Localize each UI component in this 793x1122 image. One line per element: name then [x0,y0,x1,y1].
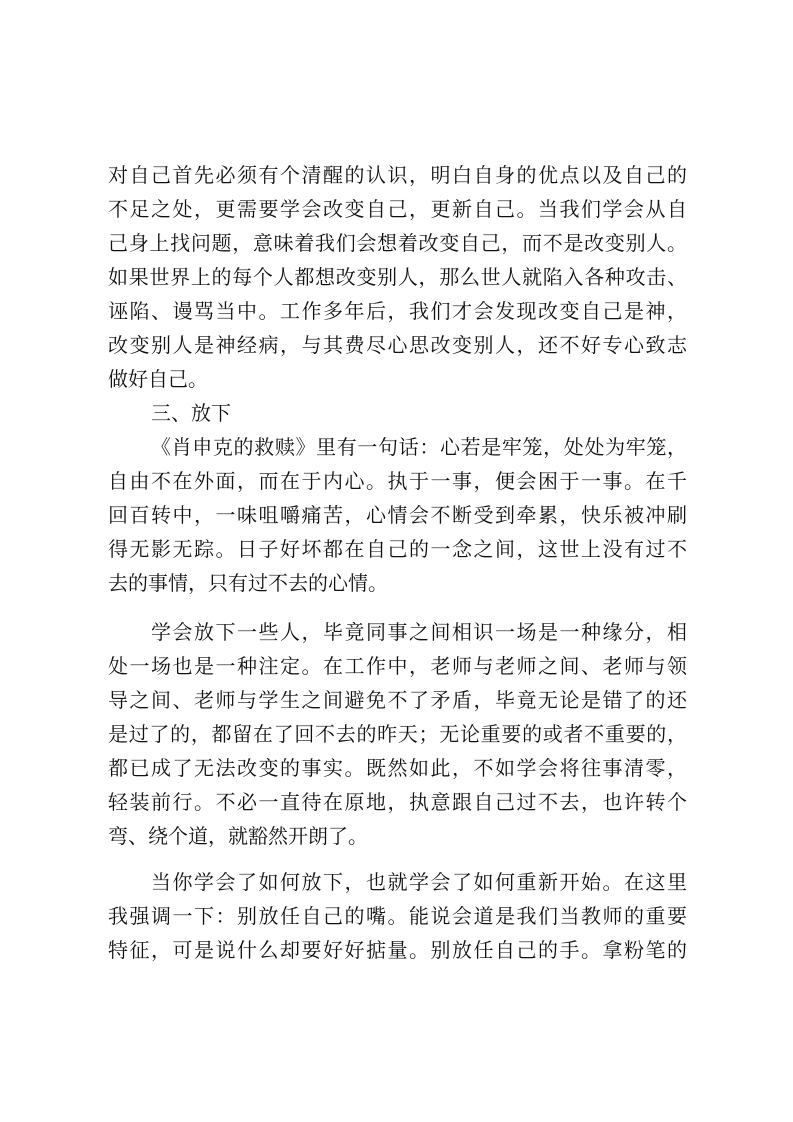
text-line: 不足之处，更需要学会改变自己，更新自己。当我们学会从自 [108,197,687,221]
paragraph-3 [108,615,687,853]
text-line: 都已成了无法改变的事实。既然如此，不如学会将往事清零， [108,756,687,780]
text-line: 导之间、老师与学生之间避免不了矛盾，毕竟无论是错了的还 [108,688,687,712]
paragraph-2 [108,430,687,600]
text-line: 弯、绕个道，就豁然开朗了。 [108,824,368,848]
text-line: 我强调一下：别放任自己的嘴。能说会道是我们当教师的重要 [108,904,687,928]
text-line: 得无影无踪。日子好坏都在自己的一念之间，这世上没有过不 [108,537,687,561]
text-line: 诬陷、谩骂当中。工作多年后，我们才会发现改变自己是神， [108,299,687,323]
text-line: 当你学会了如何放下，也就学会了如何重新开始。在这里 [151,870,687,894]
text-line: 是过了的，都留在了回不去的昨天；无论重要的或者不重要的， [108,722,687,746]
text-line: 《肖申克的救赎》里有一句话：心若是牢笼，处处为牢笼， [151,435,687,459]
text-line: 处一场也是一种注定。在工作中，老师与老师之间、老师与领 [108,654,687,678]
text-line: 改变别人是神经病，与其费尽心思改变别人，还不好专心致志 [108,333,687,357]
text-line: 对自己首先必须有个清醒的认识，明白自身的优点以及自己的 [108,163,687,187]
section-heading: 三、放下 [151,401,231,425]
paragraph-4 [108,865,687,967]
text-line: 轻装前行。不必一直待在原地，执意跟自己过不去，也许转个 [108,790,687,814]
text-line: 如果世界上的每个人都想改变别人，那么世人就陷入各种攻击、 [108,265,687,289]
text-line: 学会放下一些人，毕竟同事之间相识一场是一种缘分，相 [151,620,687,644]
text-line: 特征，可是说什么却要好好掂量。别放任自己的手。拿粉笔的 [108,938,687,962]
text-line: 回百转中，一味咀嚼痛苦，心情会不断受到牵累，快乐被冲刷 [108,503,687,527]
text-line: 做好自己。 [108,367,208,391]
paragraph-1 [108,158,687,396]
text-line: 己身上找问题，意味着我们会想着改变自己，而不是改变别人。 [108,231,687,255]
text-line: 自由不在外面，而在于内心。执于一事，便会困于一事。在千 [108,469,687,493]
text-line: 去的事情，只有过不去的心情。 [108,571,388,595]
document-page [108,158,687,967]
